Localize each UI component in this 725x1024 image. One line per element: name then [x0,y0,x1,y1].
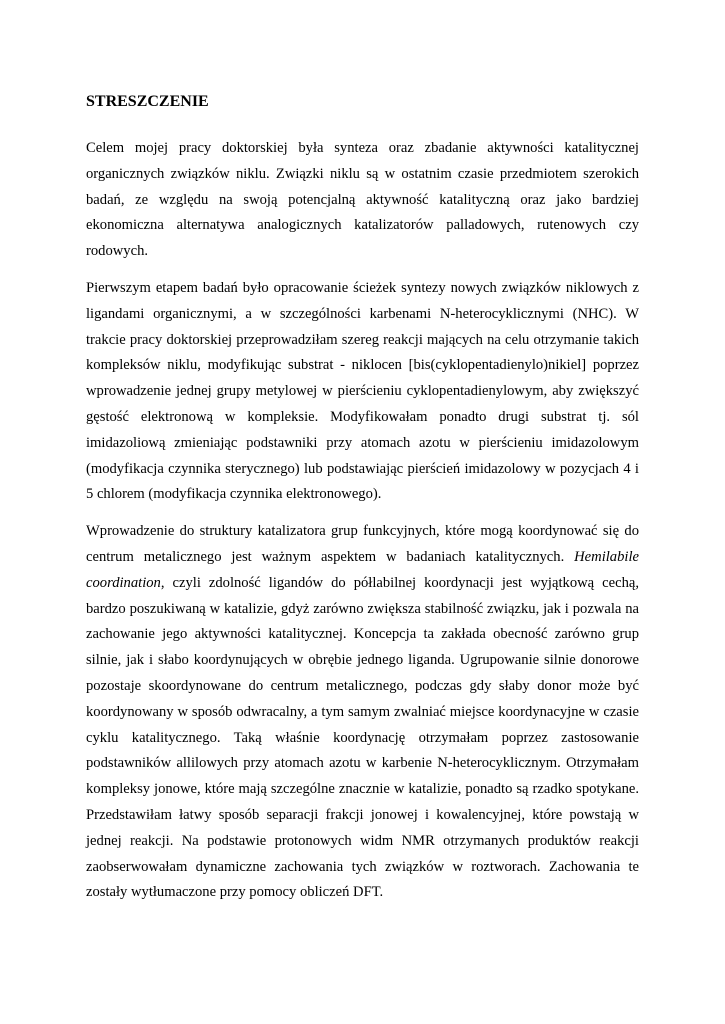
paragraph-2: Pierwszym etapem badań było opracowanie ścieżek syntezy nowych związków niklowych z ligandami organicznymi, a w szczególności karbenami N-heterocyklicznymi (NHC). W trakcie pracy doktorskiej przeprowadziłam szereg reakcji mających na celu otrzymanie takich kompleksów niklu, modyfikując substrat - niklocen [bis(cyklopentadienylo)nikiel] poprzez wprowadzenie jednej grupy metylowej w pierścieniu cyklopentadienylowym, aby zwiększyć gęstość elektronową w kompleksie. Modyfikowałam ponadto drugi substrat tj. sól imidazoliową zmieniając podstawniki przy atomach azotu w pierścieniu imidazolowym (modyfikacja czynnika sterycznego) lub podstawiając pierścień imidazolowy w pozycjach 4 i 5 chlorem (modyfikacja czynnika elektronowego). [86,279,639,503]
document-page [86,90,639,917]
paragraph-3-italic-term: Hemilabile coordination [86,548,639,591]
paragraph-3 [86,519,639,906]
paragraph-3-text-before: Wprowadzenie do struktury katalizatora grup funkcyjnych, które mogą koordynować się do centrum metalicznego jest ważnym aspektem w badaniach katalitycznych. [86,523,639,565]
page-title: STRESZCZENIE [86,93,209,110]
paragraph-3-text-after: , czyli zdolność ligandów do półlabilnej koordynacji jest wyjątkową cechą, bardzo poszukiwaną w katalizie, gdyż zarówno zwiększa stabilność związku, jak i pozwala na zachowanie jego aktywności katalitycznej. Koncepcja ta zakłada obecność zarówno grup silnie, jak i słabo koordynujących w obrębie jednego liganda. Ugrupowanie silnie donorowe pozostaje skoordynowane do centrum metalicznego, podczas gdy słaby donor może być koordynowany w sposób odwracalny, a tym samym zwalniać miejsce koordynacyjne w czasie cyklu katalitycznego. Taką właśnie koordynację otrzymałam poprzez zastosowanie podstawników allilowych przy atomach azotu w karbenie N-heterocyklicznym. Otrzymałam kompleksy jonowe, które mają szczególne znacznie w katalizie, ponadto są rzadko spotykane. Przedstawiłam łatwy sposób separacji frakcji jonowej i kowalencyjnej, które powstają w jednej reakcji. Na podstawie protonowych widm NMR otrzymanych produktów reakcji zaobserwowałam dynamiczne zachowania tych związków w roztworach. Zachowania te zostały wytłumaczone przy pomocy obliczeń DFT. [86,574,639,901]
paragraph-1: Celem mojej pracy doktorskiej była synteza oraz zbadanie aktywności katalitycznej organicznych związków niklu. Związki niklu są w ostatnim czasie przedmiotem szerokich badań, ze względu na swoją potencjalną aktywność katalityczną oraz jako bardziej ekonomiczna alternatywa analogicznych katalizatorów palladowych, rutenowych czy rodowych. [86,140,639,260]
